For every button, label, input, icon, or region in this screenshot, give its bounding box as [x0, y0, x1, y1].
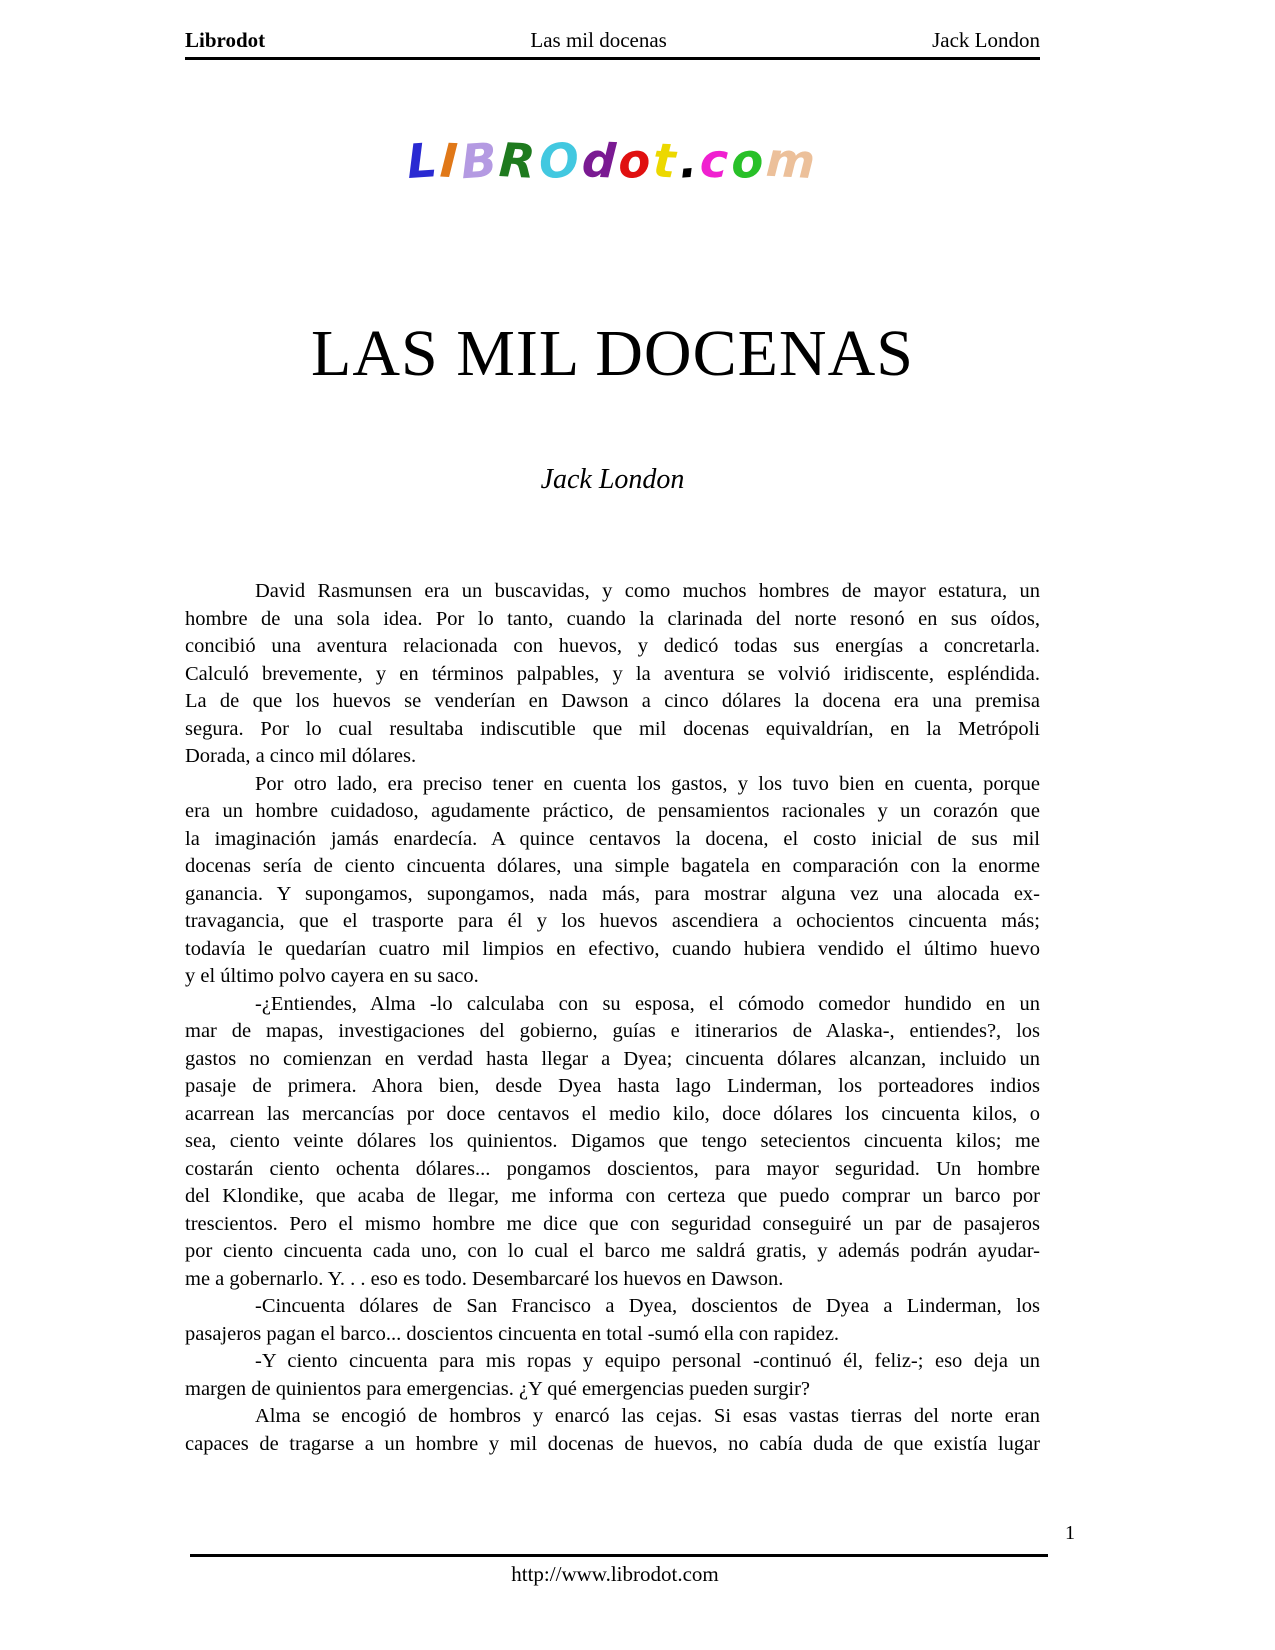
text-line: -Cincuenta dólares de San Francisco a Dyea, doscientos de Dyea a Linderman, los — [255, 1295, 1040, 1317]
logo-letter: R — [497, 133, 540, 190]
logo-letter: c — [698, 133, 733, 190]
text-line: todavía le quedarían cuatro mil limpios en efectivo, cuando hubiera vendido el último huevo — [185, 937, 1040, 960]
text-line: Calculó brevemente, y en términos palpables, y la aventura se volvió iridiscente, espléndida. — [185, 662, 1040, 685]
page-header — [185, 28, 1040, 53]
text-line: pasaje de primera. Ahora bien, desde Dyea hasta lago Linderman, los porteadores indios — [185, 1075, 1040, 1097]
logo-letter: L — [405, 132, 442, 191]
page-title: LAS MIL DOCENAS — [311, 317, 914, 390]
text-line: Dorada, a cinco mil dólares. — [185, 745, 417, 767]
logo-letter: o — [616, 132, 656, 191]
text-line: mar de mapas, investigaciones del gobierno, guías e itinerarios de Alaska-, entiendes?, los — [185, 1020, 1040, 1042]
logo-letter: . — [677, 133, 702, 190]
text-line: Por otro lado, era preciso tener en cuenta los gastos, y los tuvo bien en cuenta, porque — [255, 772, 1040, 795]
text-line: sea, ciento veinte dólares los quinientos. Digamos que tengo setecientos cincuenta kilos; me — [185, 1130, 1040, 1152]
librodot-com-logo — [185, 134, 1040, 189]
text-line: me a gobernarlo. Y. . . eso es todo. Desembarcaré los huevos en Dawson. — [185, 1267, 784, 1290]
text-line: David Rasmunsen era un buscavidas, y como muchos hombres de mayor estatura, un — [255, 580, 1040, 602]
header-right-label: Jack London — [932, 28, 1040, 52]
text-line: era un hombre cuidadoso, agudamente práctico, de pensamientos racionales y un corazón que — [185, 800, 1040, 822]
text-line: hombre de una sola idea. Por lo tanto, cuando la clarinada del norte resonó en sus oídos, — [185, 607, 1040, 630]
text-line: -¿Entiendes, Alma -lo calculaba con su esposa, el cómodo comedor hundido en un — [255, 992, 1040, 1015]
header-left-label: Librodot — [185, 28, 266, 52]
text-line: travagancia, que el trasporte para él y los huevos ascendiera a ochocientos cincuenta más; — [185, 910, 1040, 932]
text-line: La de que los huevos se venderían en Dawson a cinco dólares la docena era una premisa — [185, 690, 1040, 712]
text-line: Alma se encogió de hombros y enarcó las cejas. Si esas vastas tierras del norte eran — [255, 1405, 1040, 1427]
header-center-label: Las mil docenas — [530, 28, 667, 52]
text-line: la imaginación jamás enardecía. A quince centavos la docena, el costo inicial de sus mil — [185, 827, 1040, 850]
text-line: -Y ciento cincuenta para mis ropas y equipo personal -continuó él, feliz-; eso deja un — [255, 1350, 1040, 1372]
text-line: concibió una aventura relacionada con huevos, y dedicó todas sus energías a concretarla. — [185, 635, 1040, 657]
footer-url: http://www.librodot.com — [511, 1562, 719, 1586]
text-line: segura. Por lo cual resultaba indiscutible que mil docenas equivaldrían, en la Metrópoli — [185, 717, 1040, 740]
footer-divider — [190, 1554, 1048, 1557]
text-line: ganancia. Y supongamos, supongamos, nada más, para mostrar alguna vez una alocada ex- — [185, 882, 1040, 905]
logo-letter: I — [438, 133, 462, 190]
text-line: pasajeros pagan el barco... doscientos cincuenta en total -sumó ella con rapidez. — [185, 1322, 840, 1345]
text-line: gastos no comienzan en verdad hasta llegar a Dyea; cincuenta dólares alcanzan, incluido un — [185, 1047, 1040, 1070]
text-line: por ciento cincuenta cada uno, con lo cual el barco me saldrá gratis, y además podrán ayudar- — [185, 1240, 1040, 1262]
text-line: costarán ciento ochenta dólares... pongamos doscientos, para mayor seguridad. Un hombre — [185, 1157, 1040, 1180]
logo-letter: t — [652, 133, 681, 190]
logo-letter: d — [580, 133, 620, 190]
text-line: capaces de tragarse a un hombre y mil docenas de huevos, no cabía duda de que existía lugar — [185, 1432, 1040, 1455]
header-divider — [185, 57, 1040, 60]
logo-letter: B — [458, 132, 502, 191]
text-line: acarrean las mercancías por doce centavos el medio kilo, doce dólares los cincuenta kilos, o — [185, 1102, 1040, 1125]
text-line: trescientos. Pero el mismo hombre me dice que con seguridad conseguiré un par de pasajeros — [185, 1212, 1040, 1235]
page-number: 1 — [1065, 1522, 1075, 1544]
text-line: del Klondike, que acaba de llegar, me informa con certeza que puedo comprar un barco por — [185, 1185, 1040, 1207]
logo-letter: O — [536, 132, 584, 191]
text-line: margen de quinientos para emergencias. ¿Y qué emergencias pueden surgir? — [185, 1377, 811, 1400]
logo-letter: m — [764, 132, 820, 191]
author-name: Jack London — [540, 464, 685, 495]
text-line: docenas sería de ciento cincuenta dólares, una simple bagatela en comparación con la enorme — [185, 855, 1040, 877]
logo-letter: o — [728, 132, 768, 191]
text-line: y el último polvo cayera en su saco. — [185, 965, 479, 987]
document-body — [185, 578, 1040, 1458]
